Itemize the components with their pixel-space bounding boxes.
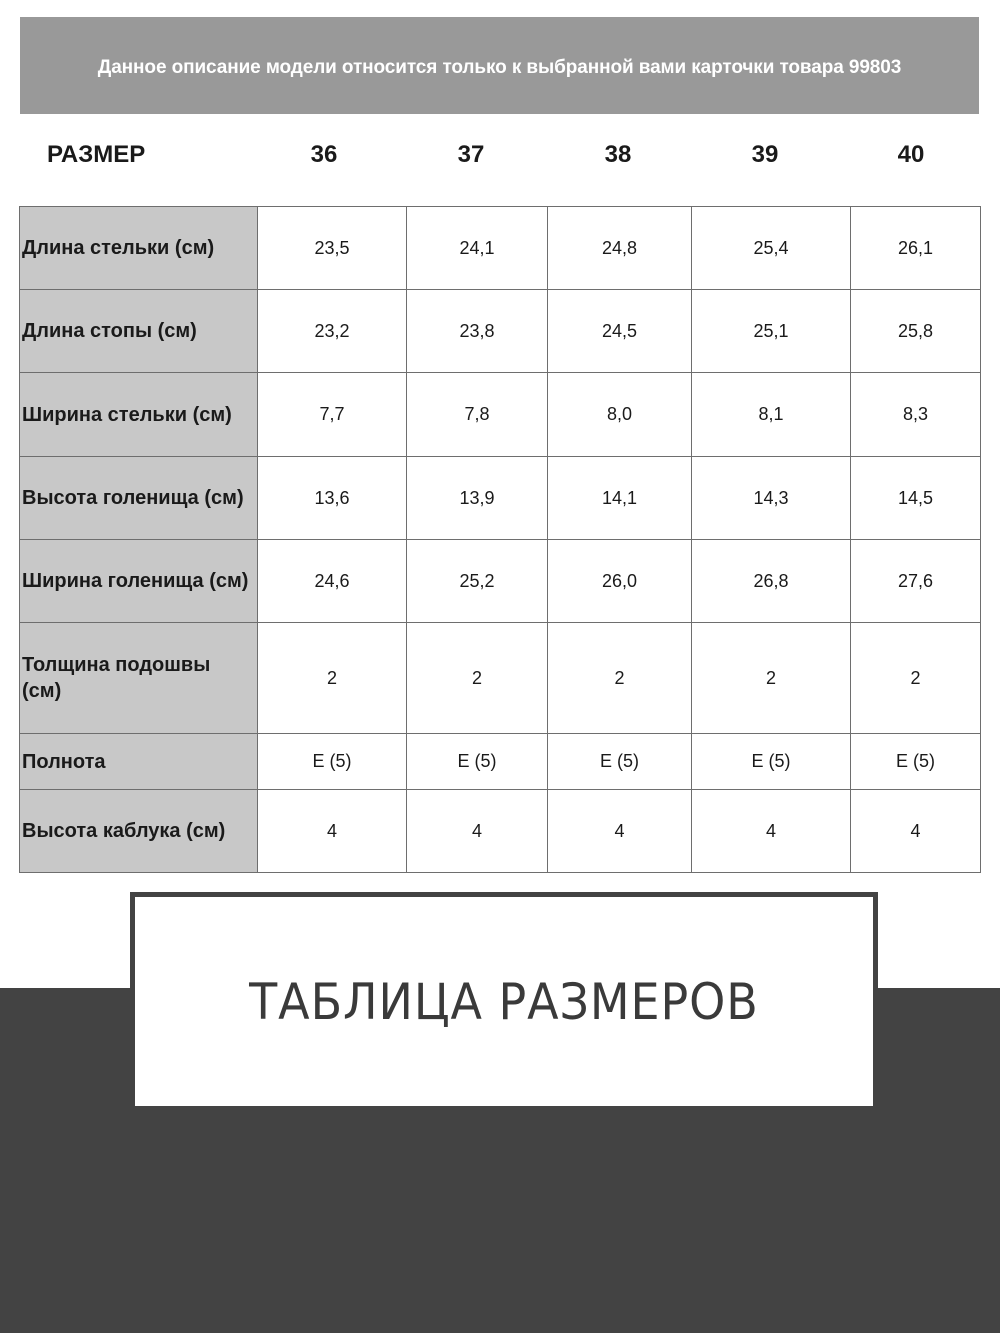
table-cell: 8,0 <box>548 373 692 457</box>
size-header-row <box>20 120 979 190</box>
table-cell: 25,8 <box>851 290 981 373</box>
table-cell: 25,1 <box>692 290 851 373</box>
size-header-39: 39 <box>751 141 779 168</box>
table-cell: 24,1 <box>407 207 548 290</box>
table-cell: E (5) <box>407 734 548 790</box>
table-cell: 25,4 <box>692 207 851 290</box>
row-label: Ширина голенища (см) <box>20 540 258 623</box>
table-cell: 2 <box>258 623 407 734</box>
table-cell: E (5) <box>258 734 407 790</box>
table-cell: 14,5 <box>851 457 981 540</box>
row-label: Длина стельки (см) <box>20 207 258 290</box>
table-cell: 2 <box>851 623 981 734</box>
table-cell: 2 <box>407 623 548 734</box>
size-table <box>19 206 981 873</box>
table-cell: 24,5 <box>548 290 692 373</box>
table-cell: 8,3 <box>851 373 981 457</box>
row-label: Высота каблука (см) <box>20 790 258 873</box>
table-cell: 26,8 <box>692 540 851 623</box>
table-cell: 25,2 <box>407 540 548 623</box>
table-row <box>20 790 981 873</box>
table-cell: E (5) <box>692 734 851 790</box>
size-header-36: 36 <box>310 141 338 168</box>
table-row <box>20 540 981 623</box>
table-cell: 7,8 <box>407 373 548 457</box>
table-cell: 23,2 <box>258 290 407 373</box>
title-box <box>135 897 873 1106</box>
table-row <box>20 457 981 540</box>
row-label: Полнота <box>20 734 258 790</box>
table-cell: 14,1 <box>548 457 692 540</box>
table-cell: 26,1 <box>851 207 981 290</box>
row-label: Толщина подошвы (см) <box>20 623 258 734</box>
table-cell: 24,8 <box>548 207 692 290</box>
table-cell: 26,0 <box>548 540 692 623</box>
table-row <box>20 373 981 457</box>
table-cell: 4 <box>851 790 981 873</box>
row-label: Ширина стельки (см) <box>20 373 258 457</box>
table-cell: 7,7 <box>258 373 407 457</box>
table-cell: 8,1 <box>692 373 851 457</box>
table-cell: 4 <box>258 790 407 873</box>
table-cell: 4 <box>692 790 851 873</box>
size-header-label: РАЗМЕР <box>47 141 146 168</box>
size-chart-title: ТАБЛИЦА РАЗМЕРОВ <box>249 972 759 1031</box>
table-cell: 13,9 <box>407 457 548 540</box>
table-cell: 2 <box>692 623 851 734</box>
table-cell: E (5) <box>548 734 692 790</box>
table-cell: 14,3 <box>692 457 851 540</box>
row-label: Высота голенища (см) <box>20 457 258 540</box>
table-row <box>20 290 981 373</box>
table-cell: 23,5 <box>258 207 407 290</box>
table-row <box>20 623 981 734</box>
product-notice-text: Данное описание модели относится только к выбранной вами карточки товара 99803 <box>97 56 902 78</box>
table-row <box>20 207 981 290</box>
table-cell: 4 <box>548 790 692 873</box>
table-cell: 23,8 <box>407 290 548 373</box>
table-cell: 4 <box>407 790 548 873</box>
size-header-37: 37 <box>457 141 485 168</box>
table-cell: 13,6 <box>258 457 407 540</box>
table-row <box>20 734 981 790</box>
table-cell: 24,6 <box>258 540 407 623</box>
table-cell: E (5) <box>851 734 981 790</box>
table-cell: 27,6 <box>851 540 981 623</box>
table-cell: 2 <box>548 623 692 734</box>
size-header-38: 38 <box>604 141 632 168</box>
row-label: Длина стопы (см) <box>20 290 258 373</box>
size-header-40: 40 <box>897 141 925 168</box>
product-notice-banner <box>20 17 979 114</box>
